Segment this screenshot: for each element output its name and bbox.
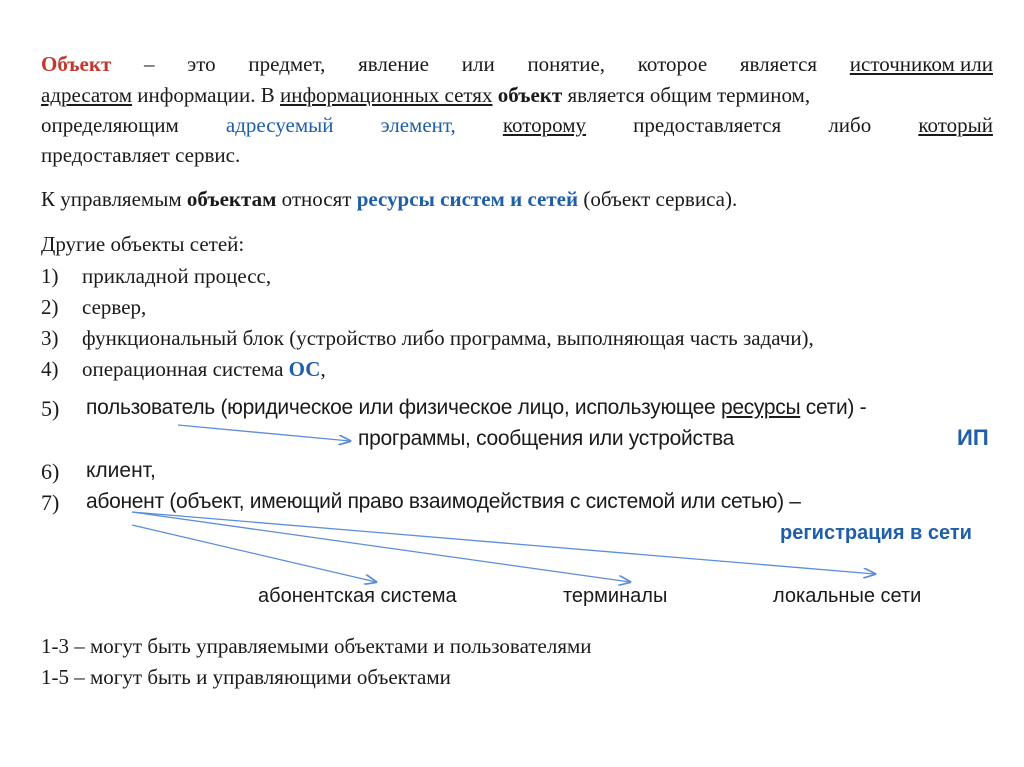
blue-os: ОС [288,357,321,381]
text: операционная система [82,357,289,381]
bold-objects: объектам [186,187,277,211]
blue-resources: ресурсы систем и сетей [356,187,579,211]
word: это [187,52,216,76]
word: которое [637,52,708,76]
others-header: Другие объекты сетей: [41,232,245,256]
bold-object: объект [497,83,563,107]
term-object: Объект [41,52,112,76]
list-item-text: сервер, [82,295,147,319]
underlined-resources: ресурсы [720,396,801,419]
word: либо [828,113,872,137]
word: предоставляется [633,113,782,137]
text: (объект сервиса). [578,187,738,211]
underlined-addressee: адресатом [41,83,132,107]
target-local-networks: локальные сети [773,585,922,607]
registration-label: регистрация в сети [780,522,972,544]
word: предмет, [248,52,326,76]
definition-line-4: предоставляет сервис. [41,143,241,167]
word: элемент, [380,113,456,137]
list-number: 5) [41,396,60,421]
text: относят [276,187,357,211]
list-number: 1) [41,264,59,288]
text: является общим термином, [562,83,811,107]
list-item-text: функциональный блок (устройство либо программа, выполняющая часть задачи), [82,326,814,350]
word: понятие, [527,52,606,76]
word: – [144,52,155,76]
item-7-text: абонент (объект, имеющий право взаимодействия с системой или сетью) – [86,490,801,513]
note-1: 1-3 – могут быть управляемыми объектами и пользователями [41,634,592,658]
underlined-to-which: которому [502,113,587,137]
item-6-text: клиент, [86,459,156,482]
arrow-to-subscriber-system [132,525,376,582]
underlined-networks: информационных сетях [279,83,493,107]
list-item-text: прикладной процесс, [82,264,272,288]
list-number: 2) [41,295,59,319]
text: , [320,357,326,381]
ip-label: ИП [957,425,989,450]
target-terminals: терминалы [563,585,668,607]
underlined-source: источником или [849,52,993,76]
text: К управляемым [41,187,187,211]
list-number: 7) [41,490,60,515]
blue-addressable: адресуемый [225,113,334,137]
note-2: 1-5 – могут быть и управляющими объектами [41,665,451,689]
word: является [739,52,818,76]
list-number: 3) [41,326,59,350]
item-5-continuation: программы, сообщения или устройства [358,427,735,450]
list-number: 4) [41,357,59,381]
target-subscriber-system: абонентская система [258,585,457,607]
text: сети) - [800,396,867,419]
text: пользователь (юридическое или физическое лицо, использующее [86,396,721,419]
underlined-which: который [918,113,993,137]
arrow-to-programs [178,425,350,441]
word: или [461,52,495,76]
word: явление [358,52,429,76]
word: определяющим [41,113,179,137]
text: информации. В [132,83,280,107]
list-number: 6) [41,459,60,484]
